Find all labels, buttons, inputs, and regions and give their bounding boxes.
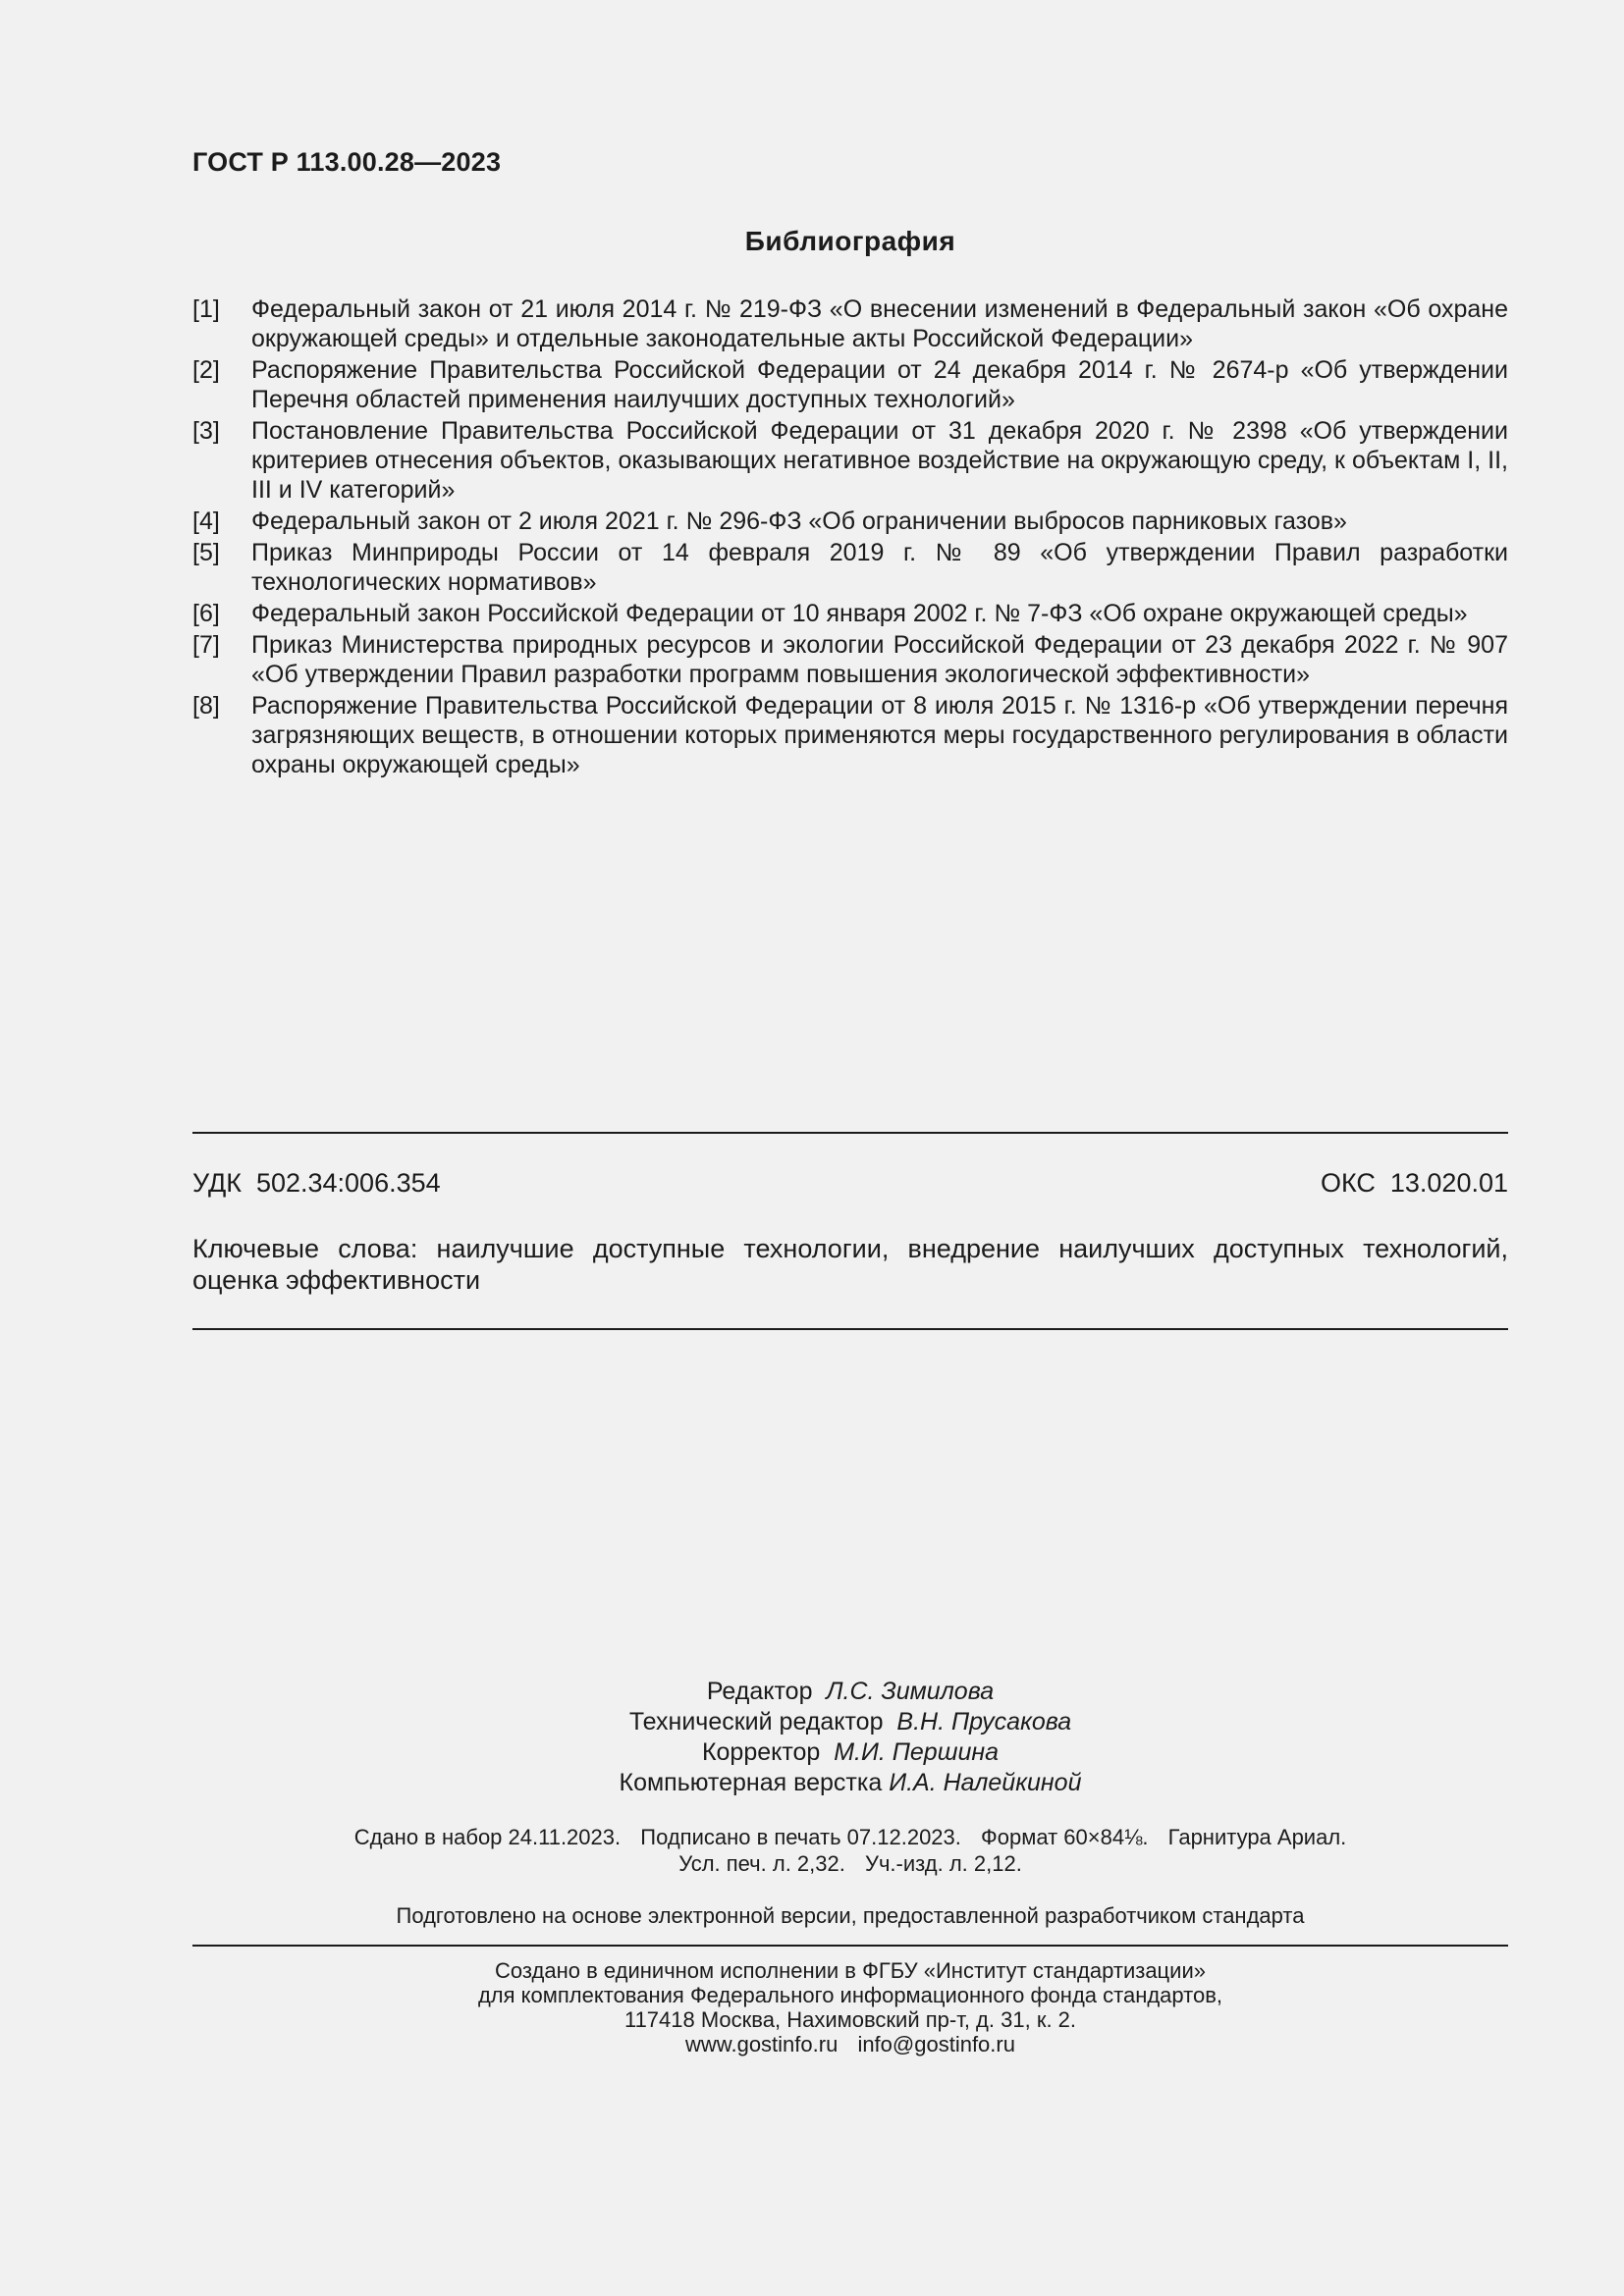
prepared-note: Подготовлено на основе электронной версии, предоставленной разработчиком стандарта (396, 1903, 1305, 1928)
proofreader-line (192, 1737, 1508, 1768)
editor-label: Редактор (706, 1678, 813, 1705)
bibliography-item-number: [5] (192, 539, 220, 566)
print-format: Формат 60×84⅛. (981, 1825, 1149, 1849)
bibliography-item-text: Постановление Правительства Российской Федерации от 31 декабря 2020 г. № 2398 «Об утверждении критериев отнесения объектов, оказывающих негативное воздействие на окружающую среду, к объектам I, II, III и IV категорий» (251, 417, 1508, 504)
publication-line-2 (192, 1850, 1508, 1877)
layout-name: И.А. Налейкиной (889, 1769, 1082, 1796)
signed-date: Подписано в печать 07.12.2023. (640, 1825, 961, 1849)
bibliography-item-text: Федеральный закон Российской Федерации от 10 января 2002 г. № 7-ФЗ «Об охране окружающей среды» (251, 600, 1468, 627)
udk-code: УДК 502.34:006.354 (192, 1168, 441, 1198)
classification-row (192, 1168, 1508, 1199)
bibliography-list (192, 294, 1508, 781)
email-link[interactable]: info@gostinfo.ru (857, 2032, 1015, 2056)
website-link[interactable]: www.gostinfo.ru (685, 2032, 839, 2056)
tech-editor-name: В.Н. Прусакова (896, 1708, 1072, 1735)
layout-label: Компьютерная верстка (619, 1769, 883, 1796)
proofreader-label: Корректор (701, 1738, 821, 1766)
layout-line (192, 1768, 1508, 1798)
tech-editor-label: Технический редактор (628, 1708, 884, 1735)
footer-line-2: для комплектования Федерального информационного фонда стандартов, (477, 1983, 1223, 2007)
bibliography-item (192, 538, 1508, 597)
bibliography-item-text: Приказ Минприроды России от 14 февраля 2019 г. № 89 «Об утверждении Правил разработки технологических нормативов» (251, 539, 1508, 596)
document-code: ГОСТ Р 113.00.28—2023 (192, 147, 502, 177)
typeface: Гарнитура Ариал. (1167, 1825, 1347, 1849)
bibliography-item (192, 630, 1508, 689)
bibliography-item (192, 599, 1508, 628)
editor-name: Л.С. Зимилова (826, 1678, 995, 1705)
bibliography-item-text: Приказ Министерства природных ресурсов и экологии Российской Федерации от 23 декабря 2022 г. № 907 «Об утверждении Правил разработки программ повышения экологической эффективности» (251, 631, 1508, 688)
bibliography-item-number: [3] (192, 417, 220, 445)
bibliography-item-text: Федеральный закон от 21 июля 2014 г. № 219-ФЗ «О внесении изменений в Федеральный закон «Об охране окружающей среды» и отдельные законодательные акты Российской Федерации» (251, 295, 1508, 352)
bibliography-title: Библиография (744, 226, 956, 256)
editor-line (192, 1677, 1508, 1707)
submitted-date: Сдано в набор 24.11.2023. (353, 1825, 622, 1849)
bibliography-item-text: Федеральный закон от 2 июля 2021 г. № 296-ФЗ «Об ограничении выбросов парниковых газов» (251, 507, 1347, 535)
footer-divider (192, 1945, 1508, 1947)
footer-contacts (192, 2032, 1508, 2056)
publication-sheets: Уч.-изд. л. 2,12. (864, 1851, 1022, 1876)
bibliography-item-number: [2] (192, 356, 220, 384)
bibliography-item-number: [7] (192, 631, 220, 659)
bibliography-item (192, 691, 1508, 779)
top-divider (192, 1132, 1508, 1134)
keywords: Ключевые слова: наилучшие доступные технологии, внедрение наилучших доступных технологий, оценка эффективности (192, 1234, 1508, 1295)
bibliography-item-text: Распоряжение Правительства Российской Федерации от 8 июля 2015 г. № 1316-р «Об утверждении перечня загрязняющих веществ, в отношении которых применяются меры государственного регулирования в области охраны окружающей среды» (251, 692, 1508, 778)
bibliography-item-number: [6] (192, 600, 220, 627)
proofreader-name: М.И. Першина (834, 1738, 1000, 1766)
publication-info (192, 1824, 1508, 1877)
bibliography-item-number: [4] (192, 507, 220, 535)
bottom-divider (192, 1328, 1508, 1330)
footer-block (192, 1958, 1508, 2056)
oks-code: ОКС 13.020.01 (1320, 1168, 1508, 1198)
bibliography-item-number: [1] (192, 295, 220, 323)
print-sheets: Усл. печ. л. 2,32. (678, 1851, 845, 1876)
footer-address: 117418 Москва, Нахимовский пр-т, д. 31, к. 2. (623, 2007, 1077, 2032)
bibliography-item (192, 294, 1508, 353)
bibliography-item (192, 416, 1508, 505)
bibliography-item (192, 507, 1508, 536)
bibliography-item-number: [8] (192, 692, 220, 720)
publication-line-1 (192, 1824, 1508, 1850)
bibliography-item-text: Распоряжение Правительства Российской Федерации от 24 декабря 2014 г. № 2674-р «Об утверждении Перечня областей применения наилучших доступных технологий» (251, 356, 1508, 413)
tech-editor-line (192, 1707, 1508, 1737)
footer-line-1: Создано в единичном исполнении в ФГБУ «Институт стандартизации» (495, 1958, 1206, 1983)
bibliography-item (192, 355, 1508, 414)
credits-block (192, 1677, 1508, 1798)
